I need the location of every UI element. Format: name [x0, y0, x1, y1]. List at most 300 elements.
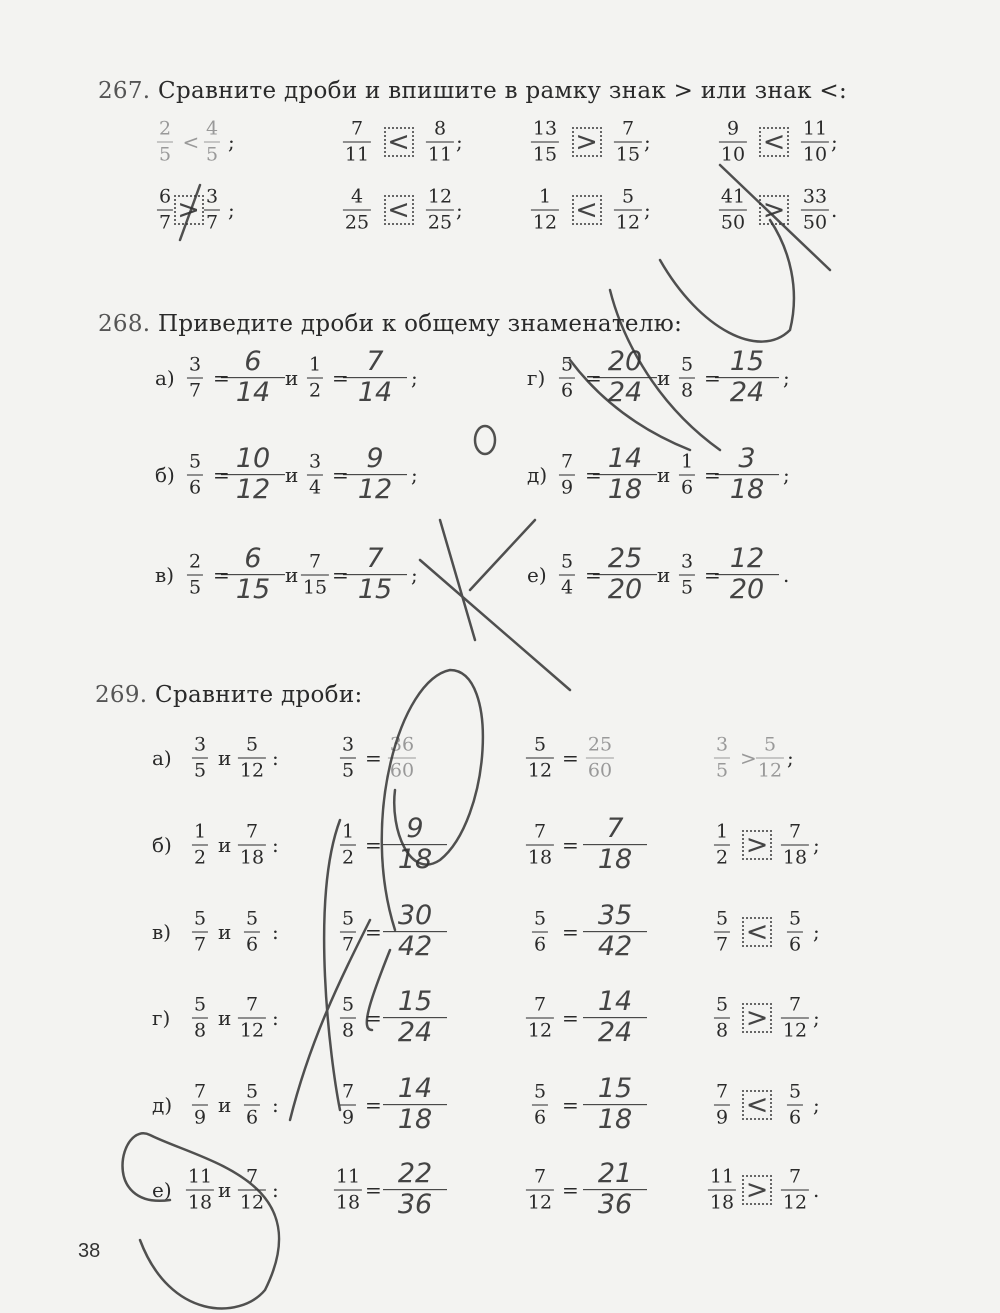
- exercise-269-text: Сравните дроби:: [155, 682, 363, 708]
- ex267-item-3-left-numerator: 13: [532, 117, 558, 140]
- ex267-item-6-right-denominator: 25: [427, 211, 453, 234]
- ex267-item-5-end: ;: [228, 198, 235, 222]
- ex269-row-1-step-2-fraction-denominator: 12: [527, 759, 553, 782]
- ex269-row-2-compare-left: [714, 820, 730, 869]
- ex269-row-3-step-2-eq: =: [562, 920, 579, 944]
- ex269-row-3-step-1-eq: =: [365, 920, 382, 944]
- ex269-row-3-compare-left-numerator: 5: [715, 907, 729, 930]
- ex268-item-1-answer-1-denominator: 14: [235, 377, 271, 409]
- exercise-267-text: Сравните дроби и впишите в рамку знак > или знак <:: [158, 78, 847, 104]
- ex269-row-4-fraction-2-denominator: 12: [239, 1019, 265, 1042]
- page-number: 38: [78, 1240, 101, 1262]
- ex267-item-4-right-numerator: 11: [802, 117, 828, 140]
- ex269-row-6-end: .: [813, 1178, 820, 1202]
- ex267-item-8-left-numerator: 41: [720, 185, 746, 208]
- ex268-item-5-fraction-1-denominator: 9: [560, 476, 574, 499]
- ex269-row-6-step-1-fraction: [334, 1165, 362, 1214]
- ex269-row-2-compare-left-numerator: 1: [715, 820, 729, 843]
- ex269-row-4-compare-right-denominator: 12: [782, 1019, 808, 1042]
- ex269-row-3-step-1-fraction: [340, 907, 356, 956]
- ex269-row-5-step-2-fraction-denominator: 6: [533, 1106, 547, 1129]
- ex269-row-2-and: и: [218, 833, 232, 857]
- ex268-item-3-fraction-2-denominator: 15: [302, 576, 328, 599]
- ex269-row-1-compare-right-numerator: 5: [763, 733, 777, 756]
- ex268-item-5-answer-1-numerator: 14: [607, 443, 643, 475]
- ex268-item-5-fraction-1-numerator: 7: [560, 450, 574, 473]
- ex268-item-2-fraction-2-denominator: 4: [308, 476, 322, 499]
- exercise-269-number: 269.: [95, 682, 148, 708]
- ex268-item-2-eq-2: =: [332, 463, 349, 487]
- scribble-stroke: [290, 920, 370, 1120]
- ex267-item-2-right-denominator: 11: [427, 143, 453, 166]
- ex267-item-3-right-denominator: 15: [615, 143, 641, 166]
- ex268-item-2-eq-1: =: [213, 463, 230, 487]
- ex269-row-4-colon: :: [272, 1006, 279, 1030]
- ex267-item-7-right: [614, 185, 642, 234]
- ex268-item-2-end: ;: [411, 463, 418, 487]
- ex268-item-3-answer-1: [221, 545, 285, 605]
- ex269-row-4-step-1-eq: =: [365, 1006, 382, 1030]
- ex269-row-2-label: б): [152, 833, 172, 857]
- ex267-item-1-right: [204, 117, 220, 166]
- ex269-row-4-fraction-1-denominator: 8: [193, 1019, 207, 1042]
- ex267-item-7-right-numerator: 5: [621, 185, 635, 208]
- ex269-row-5-compare-left: [714, 1080, 730, 1129]
- ex268-item-2-answer-1: [221, 445, 285, 505]
- ex269-row-1-end: ;: [787, 746, 794, 770]
- ex269-row-5-fraction-2: [244, 1080, 260, 1129]
- ex269-row-3-step-2-fraction-numerator: 5: [533, 907, 547, 930]
- ex268-item-3-and: и: [285, 563, 299, 587]
- ex268-item-4-label: г): [527, 366, 546, 390]
- ex269-row-1-compare-sign: >: [740, 746, 757, 770]
- ex268-item-6-answer-1-numerator: 25: [607, 543, 643, 575]
- ex268-item-2-answer-2: [343, 445, 407, 505]
- ex267-item-6-end: ;: [456, 198, 463, 222]
- ex268-item-4-fraction-1: [559, 353, 575, 402]
- ex268-item-5-eq-1: =: [585, 463, 602, 487]
- ex269-row-5-step-2-eq: =: [562, 1093, 579, 1117]
- ex269-row-3-end: ;: [813, 920, 820, 944]
- ex268-item-2-answer-2-numerator: 9: [366, 443, 384, 475]
- ex267-item-2-end: ;: [456, 130, 463, 154]
- ex268-item-5-label: д): [527, 463, 548, 487]
- ex267-item-1-left: [157, 117, 173, 166]
- ex269-row-1-step-2-result: [586, 733, 614, 782]
- ex269-row-5-compare-right-numerator: 5: [788, 1080, 802, 1103]
- ex269-row-1-colon: :: [272, 746, 279, 770]
- ex269-row-5-step-2-fraction: [532, 1080, 548, 1129]
- ex269-row-5-colon: :: [272, 1093, 279, 1117]
- ex268-item-6-fraction-1-denominator: 4: [560, 576, 574, 599]
- ex268-item-6-fraction-1: [559, 550, 575, 599]
- ex269-row-5-compare-left-numerator: 7: [715, 1080, 729, 1103]
- ex269-row-2-step-1-result: [383, 815, 447, 875]
- ex269-row-3-fraction-1-numerator: 5: [193, 907, 207, 930]
- ex269-row-6-label: е): [152, 1178, 172, 1202]
- ex268-item-2-fraction-1-numerator: 5: [188, 450, 202, 473]
- ex267-item-7-end: ;: [644, 198, 651, 222]
- ex269-row-5-handwritten-sign: <: [745, 1089, 769, 1121]
- ex268-item-4-end: ;: [783, 366, 790, 390]
- ex269-row-3-step-1-result-numerator: 30: [397, 900, 433, 932]
- ex267-item-1-left-numerator: 2: [158, 117, 172, 140]
- ex267-item-7-left: [531, 185, 559, 234]
- ex269-row-2-compare-left-denominator: 2: [715, 846, 729, 869]
- ex269-row-4-compare-left-denominator: 8: [715, 1019, 729, 1042]
- ex269-row-6-step-2-fraction-numerator: 7: [533, 1165, 547, 1188]
- ex269-row-3-compare-right-denominator: 6: [788, 933, 802, 956]
- ex267-item-6-right-numerator: 12: [427, 185, 453, 208]
- ex269-row-3-fraction-2: [244, 907, 260, 956]
- ex267-item-8-handwritten-sign: >: [762, 194, 786, 226]
- ex269-row-6-handwritten-sign: >: [745, 1174, 769, 1206]
- ex269-row-3-compare-left-denominator: 7: [715, 933, 729, 956]
- ex269-row-3-step-1-result: [383, 902, 447, 962]
- ex268-item-5-fraction-2-denominator: 6: [680, 476, 694, 499]
- ex268-item-5-and: и: [657, 463, 671, 487]
- ex267-item-1-sign: <: [182, 130, 200, 154]
- ex267-item-6-left-denominator: 25: [344, 211, 370, 234]
- ex269-row-3-and: и: [218, 920, 232, 944]
- ex269-row-6-step-2-eq: =: [562, 1178, 579, 1202]
- ex269-row-4-fraction-1: [192, 993, 208, 1042]
- ex269-row-4-step-2-result-denominator: 24: [597, 1017, 633, 1049]
- ex269-row-4-step-2-fraction-numerator: 7: [533, 993, 547, 1016]
- ex267-item-5-right-numerator: 3: [205, 185, 219, 208]
- ex269-row-2-step-1-fraction-denominator: 2: [341, 846, 355, 869]
- ex267-item-7-handwritten-sign: <: [575, 194, 598, 226]
- ex268-item-5-fraction-1: [559, 450, 575, 499]
- ex269-row-2-fraction-2-denominator: 18: [239, 846, 265, 869]
- ex268-item-1-fraction-1-numerator: 3: [188, 353, 202, 376]
- ex269-row-1-compare-right-denominator: 12: [757, 759, 783, 782]
- ex269-row-4-step-2-fraction-denominator: 12: [527, 1019, 553, 1042]
- ex269-row-6-compare-right-numerator: 7: [788, 1165, 802, 1188]
- ex269-row-2-compare-right-numerator: 7: [788, 820, 802, 843]
- ex269-row-4-step-1-result-denominator: 24: [397, 1017, 433, 1049]
- ex268-item-1-eq-2: =: [332, 366, 349, 390]
- ex269-row-3-step-2-result-denominator: 42: [597, 931, 633, 963]
- ex267-item-1-right-numerator: 4: [205, 117, 219, 140]
- ex269-row-3-step-2-fraction-denominator: 6: [533, 933, 547, 956]
- ex269-row-6-fraction-1-denominator: 18: [187, 1191, 213, 1214]
- ex268-item-1-answer-1: [221, 348, 285, 408]
- ex269-row-2-step-1-result-denominator: 18: [397, 844, 433, 876]
- ex268-item-2-answer-2-denominator: 12: [357, 474, 393, 506]
- ex268-item-1-answer-2-denominator: 14: [357, 377, 393, 409]
- ex269-row-5-fraction-2-numerator: 5: [245, 1080, 259, 1103]
- ex269-row-5-step-2-result-numerator: 15: [597, 1073, 633, 1105]
- ex267-item-6-left-numerator: 4: [350, 185, 364, 208]
- ex267-item-5-left: [157, 185, 173, 234]
- ex269-row-1-compare-left: [714, 733, 730, 782]
- ex269-row-5-label: д): [152, 1093, 173, 1117]
- ex269-row-5-step-2-fraction-numerator: 5: [533, 1080, 547, 1103]
- ex269-row-5-and: и: [218, 1093, 232, 1117]
- ex269-row-2-step-1-fraction: [340, 820, 356, 869]
- ex269-row-3-handwritten-sign: <: [745, 916, 769, 948]
- ex267-item-3-end: ;: [644, 130, 651, 154]
- ex267-item-8-end: .: [831, 198, 838, 222]
- ex269-row-1-step-1-fraction-denominator: 5: [341, 759, 355, 782]
- ex267-item-1-end: ;: [228, 130, 235, 154]
- ex268-item-2-fraction-2: [307, 450, 323, 499]
- ex269-row-2-end: ;: [813, 833, 820, 857]
- ex268-item-2-fraction-2-numerator: 3: [308, 450, 322, 473]
- ex267-item-3-right: [614, 117, 642, 166]
- ex268-item-5-answer-2: [715, 445, 779, 505]
- ex269-row-6-fraction-1-numerator: 11: [187, 1165, 213, 1188]
- ex269-row-6-step-1-eq: =: [365, 1178, 382, 1202]
- ex269-row-2-colon: :: [272, 833, 279, 857]
- scribble-stroke: [470, 520, 535, 590]
- ex269-row-3-step-2-fraction: [532, 907, 548, 956]
- ex269-row-5-step-1-fraction-denominator: 9: [341, 1106, 355, 1129]
- ex269-row-1-step-1-result: [388, 733, 416, 782]
- ex268-item-5-eq-2: =: [704, 463, 721, 487]
- ex269-row-4-fraction-2: [238, 993, 266, 1042]
- ex269-row-3-fraction-2-numerator: 5: [245, 907, 259, 930]
- ex269-row-1-fraction-2: [238, 733, 266, 782]
- ex269-row-6-step-2-result: [583, 1160, 647, 1220]
- ex268-item-1-eq-1: =: [213, 366, 230, 390]
- ex268-item-3-fraction-1-denominator: 5: [188, 576, 202, 599]
- ex269-row-6-step-2-fraction: [526, 1165, 554, 1214]
- exercise-268-heading: [98, 311, 682, 337]
- ex269-row-2-step-2-result: [583, 815, 647, 875]
- ex268-item-3-answer-1-numerator: 6: [244, 543, 262, 575]
- ex268-item-6-and: и: [657, 563, 671, 587]
- ex267-item-7-left-numerator: 1: [538, 185, 552, 208]
- ex269-row-2-step-1-result-numerator: 9: [406, 813, 424, 845]
- ex268-item-3-answer-2-denominator: 15: [357, 574, 393, 606]
- ex268-item-1-answer-1-numerator: 6: [244, 346, 262, 378]
- ex269-row-2-step-2-eq: =: [562, 833, 579, 857]
- ex268-item-3-eq-2: =: [332, 563, 349, 587]
- ex269-row-1-fraction-1-denominator: 5: [193, 759, 207, 782]
- ex267-item-8-left-denominator: 50: [720, 211, 746, 234]
- ex268-item-5-answer-1-denominator: 18: [607, 474, 643, 506]
- ex269-row-3-step-2-result-numerator: 35: [597, 900, 633, 932]
- ex269-row-5-step-1-fraction-numerator: 7: [341, 1080, 355, 1103]
- ex269-row-2-compare-right-denominator: 18: [782, 846, 808, 869]
- ex268-item-5-answer-1: [593, 445, 657, 505]
- ex269-row-6-step-1-fraction-denominator: 18: [335, 1191, 361, 1214]
- ex268-item-4-fraction-2-numerator: 5: [680, 353, 694, 376]
- ex269-row-4-compare-left: [714, 993, 730, 1042]
- ex269-row-2-compare-right: [781, 820, 809, 869]
- ex269-row-1-step-2-result-numerator: 25: [587, 733, 613, 756]
- ex269-row-3-step-2-result: [583, 902, 647, 962]
- ex269-row-1-compare-left-denominator: 5: [715, 759, 729, 782]
- ex269-row-3-fraction-1: [192, 907, 208, 956]
- ex269-row-5-end: ;: [813, 1093, 820, 1117]
- ex269-row-1-step-1-result-numerator: 36: [389, 733, 415, 756]
- ex269-row-5-step-1-result-denominator: 18: [397, 1104, 433, 1136]
- ex269-row-5-step-2-result: [583, 1075, 647, 1135]
- ex269-row-4-step-1-result: [383, 988, 447, 1048]
- scribble-stroke: [420, 560, 570, 690]
- ex267-item-4-left: [719, 117, 747, 166]
- ex269-row-4-step-2-eq: =: [562, 1006, 579, 1030]
- ex269-row-1-fraction-2-denominator: 12: [239, 759, 265, 782]
- scribble-stroke: [382, 670, 483, 930]
- ex267-item-7-right-denominator: 12: [615, 211, 641, 234]
- ex269-row-5-step-1-result-numerator: 14: [397, 1073, 433, 1105]
- ex269-row-5-fraction-1: [192, 1080, 208, 1129]
- ex267-item-2-right-numerator: 8: [433, 117, 447, 140]
- ex268-item-6-fraction-2: [679, 550, 695, 599]
- ex269-row-1-step-1-fraction: [340, 733, 356, 782]
- ex268-item-1-fraction-2-numerator: 1: [308, 353, 322, 376]
- ex267-item-5-right: [204, 185, 220, 234]
- ex269-row-3-fraction-2-denominator: 6: [245, 933, 259, 956]
- ex267-item-6-handwritten-sign: <: [387, 194, 410, 226]
- scribble-stroke: [324, 820, 340, 1110]
- ex269-row-1-step-2-eq: =: [562, 746, 579, 770]
- ex269-row-5-fraction-2-denominator: 6: [245, 1106, 259, 1129]
- ex268-item-4-answer-1-numerator: 20: [607, 346, 643, 378]
- ex267-item-8-right-denominator: 50: [802, 211, 828, 234]
- ex269-row-2-fraction-2-numerator: 7: [245, 820, 259, 843]
- ex268-item-4-eq-2: =: [704, 366, 721, 390]
- ex268-item-1-fraction-2-denominator: 2: [308, 379, 322, 402]
- ex269-row-5-compare-left-denominator: 9: [715, 1106, 729, 1129]
- ex269-row-2-step-1-eq: =: [365, 833, 382, 857]
- ex268-item-3-eq-1: =: [213, 563, 230, 587]
- ex268-item-5-fraction-2: [679, 450, 695, 499]
- ex269-row-2-step-2-fraction-denominator: 18: [527, 846, 553, 869]
- exercise-267-heading: [98, 78, 847, 104]
- ex267-item-6-right: [426, 185, 454, 234]
- ex267-item-2-handwritten-sign: <: [387, 126, 410, 158]
- ex269-row-2-fraction-1: [192, 820, 208, 869]
- ex267-item-4-end: ;: [831, 130, 838, 154]
- ex267-item-5-handwritten-sign: >: [177, 194, 200, 226]
- ex269-row-4-end: ;: [813, 1006, 820, 1030]
- ex268-item-1-fraction-1-denominator: 7: [188, 379, 202, 402]
- ex269-row-3-compare-right: [787, 907, 803, 956]
- ex267-item-4-handwritten-sign: <: [762, 126, 786, 158]
- ex269-row-4-step-2-result-numerator: 14: [597, 986, 633, 1018]
- ex268-item-3-label: в): [155, 563, 175, 587]
- ex269-row-6-compare-left: [708, 1165, 736, 1214]
- exercise-268-number: 268.: [98, 311, 151, 337]
- ex267-item-2-left: [343, 117, 371, 166]
- ex269-row-6-colon: :: [272, 1178, 279, 1202]
- ex269-row-2-handwritten-sign: >: [745, 829, 769, 861]
- ex268-item-2-answer-1-numerator: 10: [235, 443, 271, 475]
- ex269-row-6-and: и: [218, 1178, 232, 1202]
- ex269-row-6-compare-right: [781, 1165, 809, 1214]
- ex268-item-4-answer-2-denominator: 24: [729, 377, 765, 409]
- ex268-item-4-answer-1: [593, 348, 657, 408]
- ex267-item-6-left: [343, 185, 371, 234]
- ex268-item-5-end: ;: [783, 463, 790, 487]
- ex268-item-6-eq-1: =: [585, 563, 602, 587]
- ex267-item-7-left-denominator: 12: [532, 211, 558, 234]
- ex268-item-6-end: .: [783, 563, 790, 587]
- ex268-item-1-answer-2-numerator: 7: [366, 346, 384, 378]
- ex268-item-6-fraction-2-numerator: 3: [680, 550, 694, 573]
- ex269-row-6-step-1-fraction-numerator: 11: [335, 1165, 361, 1188]
- ex267-item-4-left-numerator: 9: [726, 117, 740, 140]
- ex269-row-6-compare-left-denominator: 18: [709, 1191, 735, 1214]
- ex267-item-5-left-denominator: 7: [158, 211, 172, 234]
- ex269-row-6-compare-right-denominator: 12: [782, 1191, 808, 1214]
- ex269-row-5-fraction-1-denominator: 9: [193, 1106, 207, 1129]
- ex269-row-6-step-2-result-numerator: 21: [597, 1158, 633, 1190]
- ex268-item-4-and: и: [657, 366, 671, 390]
- ex268-item-2-fraction-1: [187, 450, 203, 499]
- ex269-row-4-step-1-result-numerator: 15: [397, 986, 433, 1018]
- ex268-item-6-answer-2: [715, 545, 779, 605]
- ex269-row-6-step-1-result: [383, 1160, 447, 1220]
- ex269-row-1-step-2-fraction: [526, 733, 554, 782]
- ex269-row-5-fraction-1-numerator: 7: [193, 1080, 207, 1103]
- ex269-row-3-step-1-fraction-numerator: 5: [341, 907, 355, 930]
- ex269-row-4-handwritten-sign: >: [745, 1002, 769, 1034]
- ex268-item-3-fraction-1: [187, 550, 203, 599]
- ex269-row-5-step-1-eq: =: [365, 1093, 382, 1117]
- ex269-row-6-fraction-1: [186, 1165, 214, 1214]
- ex268-item-5-answer-2-denominator: 18: [729, 474, 765, 506]
- ex268-item-4-eq-1: =: [585, 366, 602, 390]
- ex268-item-4-fraction-2: [679, 353, 695, 402]
- ex269-row-1-compare-right: [756, 733, 784, 782]
- ex269-row-3-compare-right-numerator: 5: [788, 907, 802, 930]
- ex269-row-5-step-2-result-denominator: 18: [597, 1104, 633, 1136]
- ex269-row-4-compare-right-numerator: 7: [788, 993, 802, 1016]
- ex268-item-3-end: ;: [411, 563, 418, 587]
- ex268-item-1-fraction-2: [307, 353, 323, 402]
- ex269-row-6-step-1-result-numerator: 22: [397, 1158, 433, 1190]
- ex269-row-2-step-2-fraction: [526, 820, 554, 869]
- ex268-item-3-answer-1-denominator: 15: [235, 574, 271, 606]
- ex269-row-6-compare-left-numerator: 11: [709, 1165, 735, 1188]
- ex269-row-4-fraction-1-numerator: 5: [193, 993, 207, 1016]
- ex269-row-3-step-1-fraction-denominator: 7: [341, 933, 355, 956]
- ex269-row-1-fraction-1-numerator: 3: [193, 733, 207, 756]
- ex269-row-5-compare-right-denominator: 6: [788, 1106, 802, 1129]
- ex268-item-3-fraction-2-numerator: 7: [308, 550, 322, 573]
- scribble-stroke: [123, 1133, 280, 1308]
- ex267-item-5-left-numerator: 6: [158, 185, 172, 208]
- exercise-269-heading: [95, 682, 363, 708]
- ex269-row-2-fraction-1-denominator: 2: [193, 846, 207, 869]
- ex269-row-4-step-1-fraction-numerator: 5: [341, 993, 355, 1016]
- ex267-item-3-left-denominator: 15: [532, 143, 558, 166]
- ex269-row-2-step-2-result-numerator: 7: [606, 813, 624, 845]
- ex268-item-6-answer-2-numerator: 12: [729, 543, 765, 575]
- ex268-item-4-answer-2-numerator: 15: [729, 346, 765, 378]
- ex269-row-4-step-2-result: [583, 988, 647, 1048]
- ex269-row-1-step-1-eq: =: [365, 746, 382, 770]
- ex268-item-6-eq-2: =: [704, 563, 721, 587]
- ex269-row-1-step-2-fraction-numerator: 5: [533, 733, 547, 756]
- ex269-row-3-label: в): [152, 920, 172, 944]
- ex269-row-1-label: а): [152, 746, 172, 770]
- ex267-item-3-handwritten-sign: >: [575, 126, 598, 158]
- ex268-item-2-label: б): [155, 463, 175, 487]
- ex269-row-2-step-2-result-denominator: 18: [597, 844, 633, 876]
- ex269-row-5-step-1-fraction: [340, 1080, 356, 1129]
- ex269-row-1-step-1-fraction-numerator: 3: [341, 733, 355, 756]
- ex268-item-2-and: и: [285, 463, 299, 487]
- ex269-row-1-step-2-result-denominator: 60: [587, 759, 613, 782]
- ex268-item-6-answer-2-denominator: 20: [729, 574, 765, 606]
